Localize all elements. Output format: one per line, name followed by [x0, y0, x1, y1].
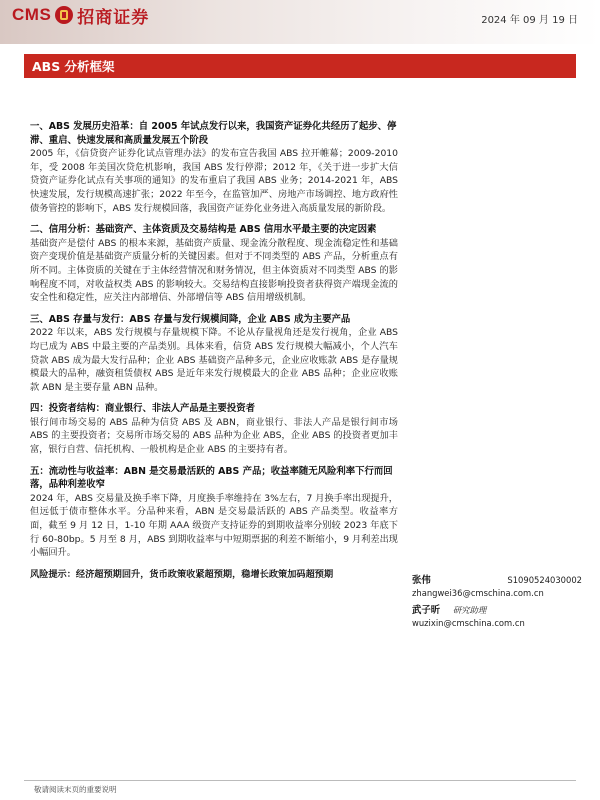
logo-latin: CMS [12, 5, 52, 24]
section-investors [30, 402, 398, 456]
main-content [30, 120, 398, 581]
analyst-name: 武子昕 [412, 605, 441, 616]
section-heading: 三、ABS 存量与发行：ABS 存量与发行规模间降，企业 ABS 成为主要产品 [30, 313, 351, 325]
section-body: 基础资产是偿付 ABS 的根本来源，基础资产质量、现金流分散程度、现金流稳定性和基础资产变现价值是基础资产质量分析的关键因素。但对于不同类型的 ABS 产品，分析重点有所不同。主体资质的关键在于主体经营情况和财务情况，但主体资质对不同类型 ABS 的影响程度不同，对收益权类 ABS 的影响较大。交易结构直接影响投资者获得资产端现金流的安全性和稳定性，应关注内部增信、外部增信等 ABS 信用增级机制。 [30, 237, 398, 304]
section-heading: 一、ABS 发展历史沿革：自 2005 年试点发行以来，我国资产证券化共经历了起步、停滞、重启、快速发展和高质量发展五个阶段 [30, 121, 397, 146]
footer-divider [24, 780, 576, 781]
section-stock-issuance [30, 313, 398, 395]
section-heading: 五：流动性与收益率：ABN 是交易最活跃的 ABS 产品；收益率随无风险利率下行而回落，品种利差收窄 [30, 465, 393, 491]
analyst-role: 研究助理 [452, 605, 487, 615]
analyst-name: 张伟 [412, 575, 431, 586]
section-heading: 四：投资者结构：商业银行、非法人产品是主要投资者 [30, 403, 256, 415]
page-title: ABS 分析框架 [32, 59, 115, 74]
analyst-card [412, 574, 582, 600]
section-body: 2022 年以来，ABS 发行规模与存量规模下降。不论从存量视角还是发行视角，企业 ABS 均已成为 ABS 中最主要的产品类别。具体来看，信贷 ABS 发行规模大幅减小，个人汽车贷款 ABS 成为最大发行品种；企业 ABS 基础资产品种多元，企业应收账款 ABS 是存量规模最大的品种，融资租赁债权 ABS 是近年来发行规模最大的企业 ABS 品种；企业应收账款 ABN 是主要存量 ABN 品种。 [30, 327, 398, 393]
analyst-panel [412, 574, 582, 634]
section-body: 2024 年，ABS 交易量及换手率下降，月度换手率维持在 3%左右，7 月换手率出现提升，但远低于债市整体水平。分品种来看，ABN 是交易最活跃的 ABS 产品类型。收益率方面，截至 9 月 12 日，1-10 年期 AAA 级资产支持证券的到期收益率分别较 2023 年底下行 60-80bp。5 月至 8 月，ABS 到期收益率与中短期票据的利差不断缩小，9 月利差出现小幅回升。 [30, 492, 398, 559]
section-body: 2005 年，《信贷资产证券化试点管理办法》的发布宣告我国 ABS 拉开帷幕；2009-2010 年，受 2008 年美国次贷危机影响，我国 ABS 发行停滞；2012 年，《关于进一步扩大信贷资产证券化试点有关事项的通知》的发布重启了我国 ABS 业务；2014-2021 年，ABS 快速发展，发行规模高速扩张；2022 年至今，在监管加严、房地产市场调控、地方政府性债务管控的影响下，ABS 发行规模回落，我国资产证券化业务进入高质量发展的新阶段。 [30, 148, 398, 214]
analyst-email[interactable]: wuzixin@cmschina.com.cn [412, 618, 525, 628]
section-liquidity-yield [30, 465, 398, 560]
section-heading: 二、信用分析：基础资产、主体资质及交易结构是 ABS 信用水平最主要的决定因素 [30, 224, 377, 236]
section-body: 银行间市场交易的 ABS 品种为信贷 ABS 及 ABN，商业银行、非法人产品是银行间市场 ABS 的主要投资者；交易所市场交易的 ABS 品种为企业 ABS，企业 ABS 的投资者更加丰富，银行自营、信托机构、一般机构是企业 ABS 的主要持有者。 [30, 416, 398, 456]
logo-emblem-icon [55, 6, 73, 24]
report-date: 2024 年 09 月 19 日 [481, 15, 578, 26]
analyst-email[interactable]: zhangwei36@cmschina.com.cn [412, 588, 544, 598]
section-credit [30, 223, 398, 305]
logo [12, 4, 149, 26]
footer-disclaimer: 敬请阅读末页的重要说明 [34, 785, 117, 794]
section-history [30, 120, 398, 215]
risk-warning: 风险提示：经济超预期回升，货币政策收紧超预期，稳增长政策加码超预期 [30, 568, 334, 580]
analyst-card [412, 604, 582, 630]
analyst-certificate: S1090524030002 [507, 575, 582, 585]
logo-chinese: 招商证券 [77, 7, 150, 28]
title-bar [24, 54, 576, 78]
